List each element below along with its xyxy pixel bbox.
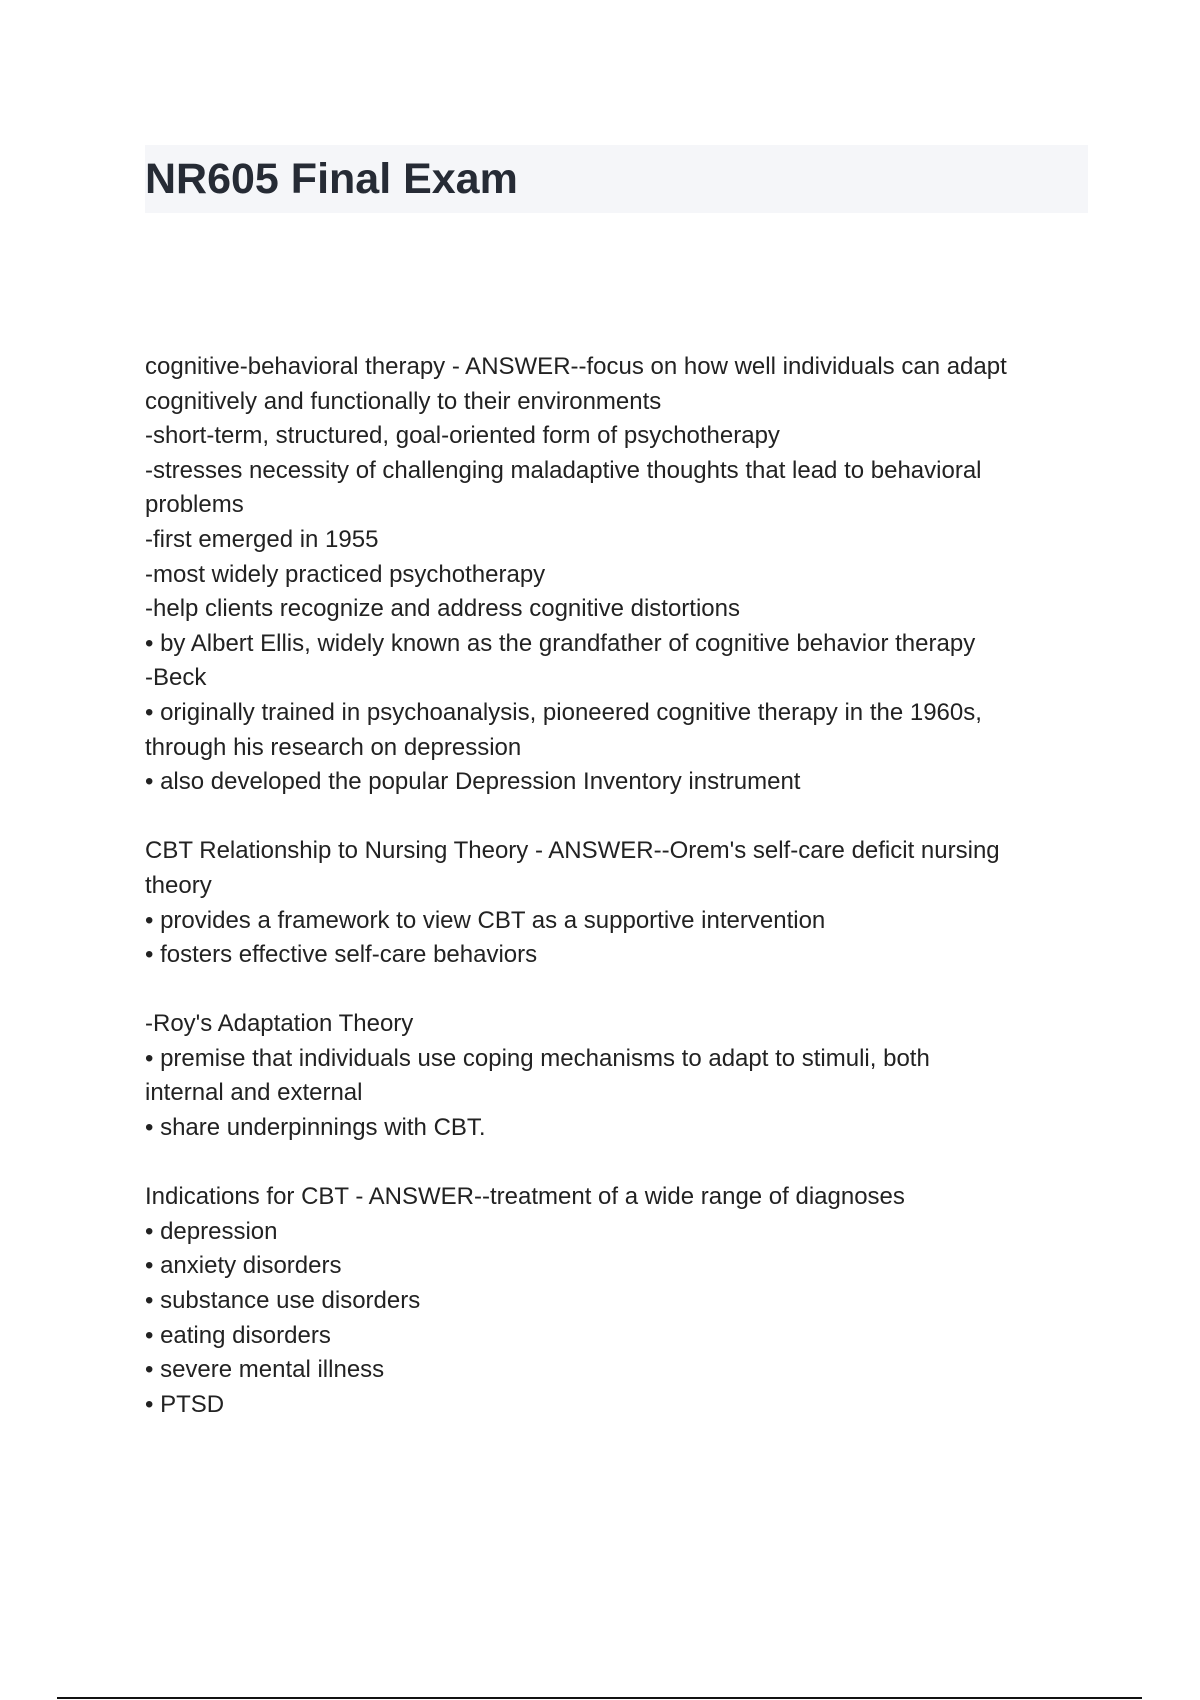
title-band	[145, 145, 1088, 213]
text-line: • provides a framework to view CBT as a supportive intervention	[145, 906, 826, 934]
text-line: Indications for CBT - ANSWER--treatment of a wide range of diagnoses	[145, 1183, 905, 1211]
text-line: -Roy's Adaptation Theory	[145, 1010, 414, 1038]
page-divider	[57, 1697, 1142, 1699]
text-line: • fosters effective self-care behaviors	[145, 941, 538, 969]
text-line: • anxiety disorders	[145, 1252, 342, 1280]
paragraph-gap	[145, 1146, 1095, 1181]
page-title: NR605 Final Exam	[145, 155, 518, 203]
text-line: -first emerged in 1955	[145, 525, 379, 553]
text-line: • eating disorders	[145, 1321, 331, 1349]
text-line: internal and external	[145, 1079, 363, 1107]
text-line: CBT Relationship to Nursing Theory - ANSWER--Orem's self-care deficit nursing	[145, 837, 1000, 865]
paragraph-gap	[145, 800, 1095, 835]
text-line: • severe mental illness	[145, 1356, 385, 1384]
text-line: • share underpinnings with CBT.	[145, 1114, 486, 1142]
text-line: theory	[145, 871, 212, 899]
section-indications	[145, 1180, 1095, 1422]
text-line: -Beck	[145, 664, 207, 692]
text-line: cognitive-behavioral therapy - ANSWER--focus on how well individuals can adapt	[145, 353, 1007, 380]
section-cbt-definition	[145, 350, 1095, 800]
paragraph-gap	[145, 973, 1095, 1008]
text-line: • depression	[145, 1217, 278, 1245]
text-line: • by Albert Ellis, widely known as the grandfather of cognitive behavior therapy	[145, 629, 976, 657]
text-line: problems	[145, 491, 244, 519]
text-line: • substance use disorders	[145, 1287, 421, 1315]
text-line: -short-term, structured, goal-oriented form of psychotherapy	[145, 422, 780, 450]
text-line: • PTSD	[145, 1390, 225, 1418]
text-line: • originally trained in psychoanalysis, pioneered cognitive therapy in the 1960s,	[145, 698, 982, 726]
text-line: -help clients recognize and address cognitive distortions	[145, 595, 740, 623]
text-line: cognitively and functionally to their environments	[145, 387, 662, 415]
section-nursing-theory	[145, 834, 1095, 972]
text-line: • premise that individuals use coping mechanisms to adapt to stimuli, both	[145, 1044, 930, 1072]
text-line: • also developed the popular Depression Inventory instrument	[145, 768, 801, 796]
document-body	[145, 350, 1095, 1422]
text-line: through his research on depression	[145, 733, 522, 761]
section-adaptation-theory	[145, 1007, 1095, 1145]
text-line: -most widely practiced psychotherapy	[145, 560, 546, 588]
text-line: -stresses necessity of challenging maladaptive thoughts that lead to behavioral	[145, 456, 982, 484]
